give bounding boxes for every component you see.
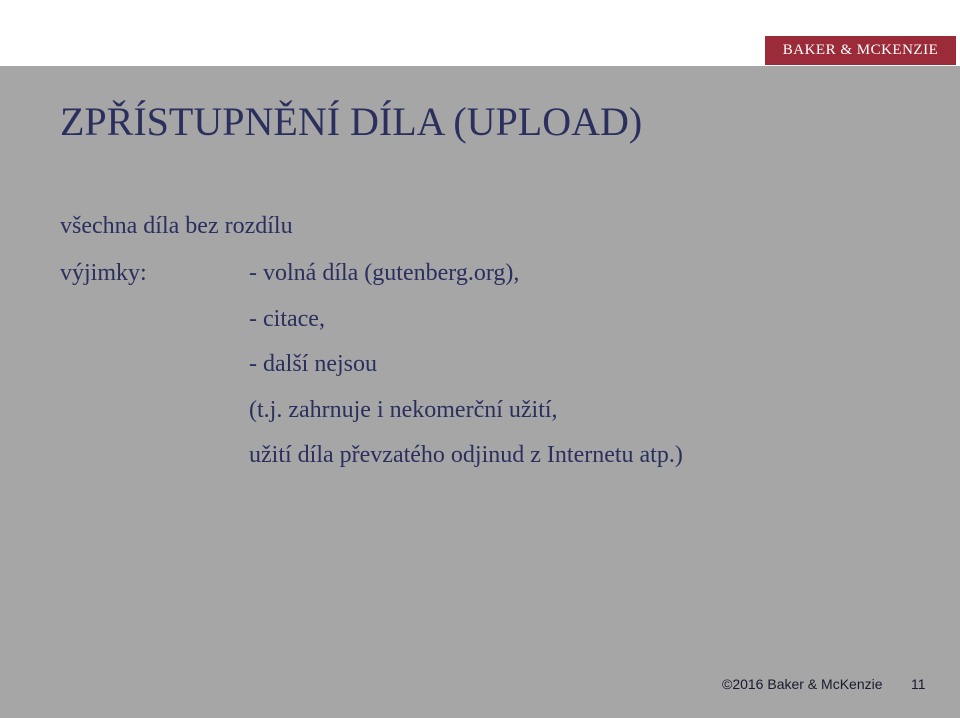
text-exception-citations: - citace, — [249, 306, 325, 332]
text-exceptions-label: výjimky: — [60, 260, 147, 286]
text-exception-others: - další nejsou — [249, 351, 377, 377]
text-exception-free-works: - volná díla (gutenberg.org), — [249, 260, 520, 286]
page-number: 11 — [911, 676, 926, 692]
company-logo: BAKER & MCKENZIE — [765, 36, 956, 65]
text-all-works: všechna díla bez rozdílu — [60, 213, 293, 239]
slide-content-area — [0, 66, 960, 718]
text-note-line-1: (t.j. zahrnuje i nekomerční užití, — [249, 397, 558, 423]
header-bar — [0, 0, 960, 66]
slide-title: ZPŘÍSTUPNĚNÍ DÍLA (UPLOAD) — [60, 99, 643, 144]
text-note-line-2: užití díla převzatého odjinud z Internetu atp.) — [249, 442, 683, 468]
footer-copyright: ©2016 Baker & McKenzie — [722, 676, 883, 692]
